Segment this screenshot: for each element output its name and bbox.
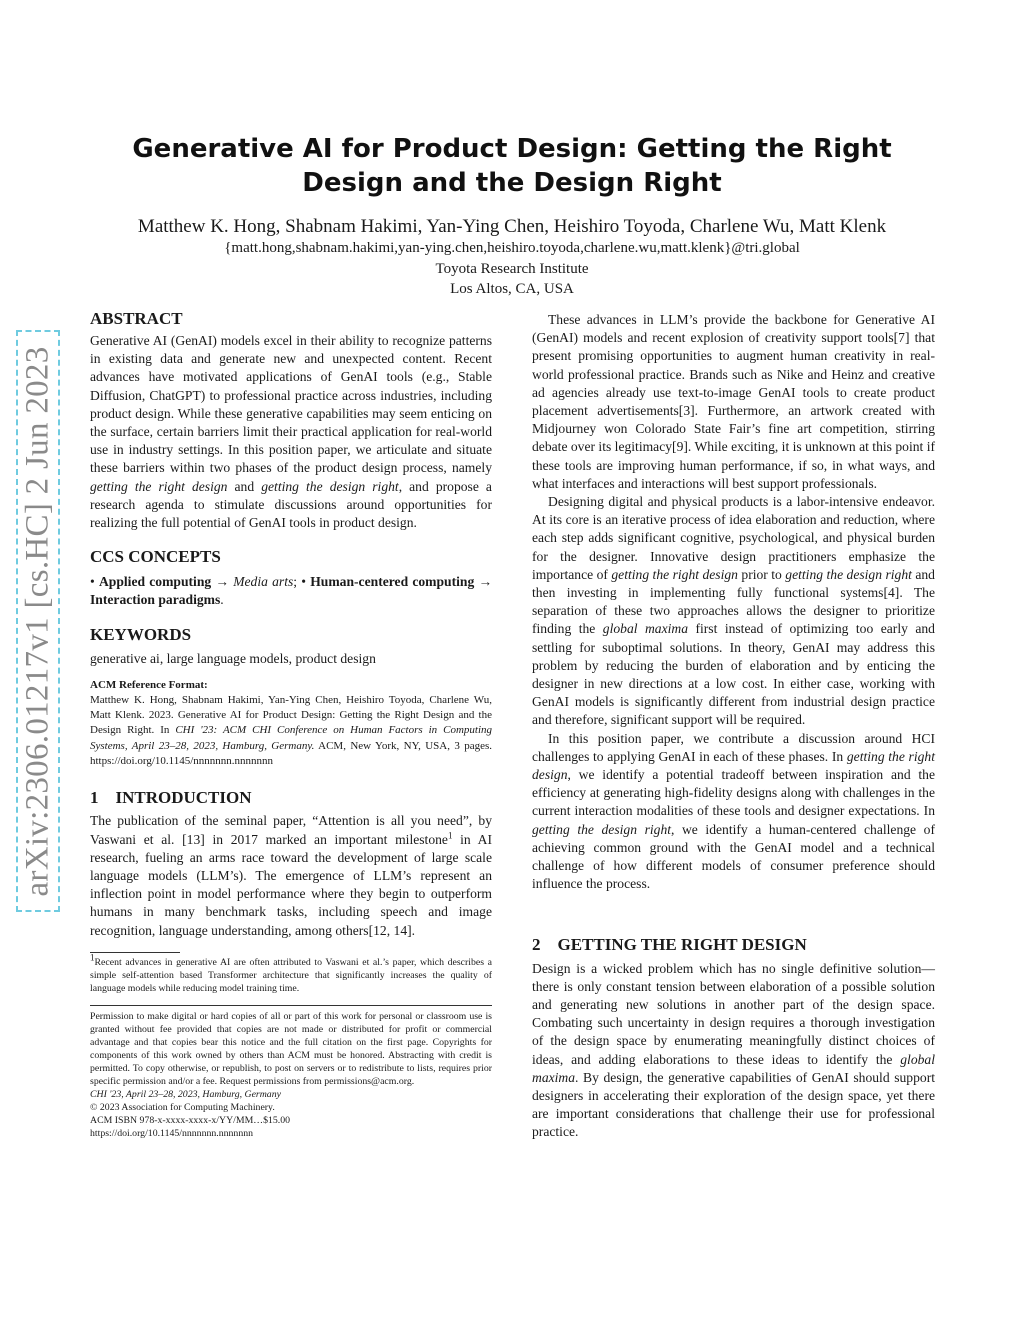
- doi-line: https://doi.org/10.1145/nnnnnnn.nnnnnnn: [90, 1127, 254, 1139]
- acm-reference-heading: ACM Reference Format:: [90, 678, 208, 691]
- keywords-heading: KEYWORDS: [90, 624, 192, 644]
- permission-notice: Permission to make digital or hard copies of all or part of this work for personal or classroom use is granted without fee provided that copies are not made or distributed for profit or commercial advantage and that copies bear this notice and the full citation on the first page. Copyrights for components of this work owned by others than ACM must be honored. Abstracting with credit is permitted. To copy otherwise, or republish, to post on servers or to redistribute to lists, requires prior specific permission and/or a fee. Request permissions from permissions@acm.org.: [90, 1010, 492, 1087]
- ccs-concepts: • Applied computing → Media arts; • Human-centered computing → Interaction paradigms.: [90, 574, 493, 608]
- copyright-line: © 2023 Association for Computing Machinery.: [90, 1101, 275, 1113]
- footnote-marker: 1: [447, 830, 453, 840]
- footnote: $^1$Recent advances in generative AI are often attributed to Vaswani et al.’s paper, which describes a simple self-attention based Transformer architecture that significantly increases the quality of language models while reducing model training time.: [90, 952, 492, 994]
- arxiv-stamp-text: arXiv:2306.01217v1 [cs.HC] 2 Jun 2023: [19, 345, 56, 897]
- paragraph-position: In this position paper, we contribute a discussion around HCI challenges to applying GenAI in each of these phases. In getting the right design, we identify a potential tradeoff between inspiration and the efficiency at generating high-fidelity designs along with challenges in the current interaction modalities of these tools and designer expectations. In getting the design right, we identify a human-centered challenge of achieving common ground with the GenAI model and a technical challenge of how different models of consumer preference should influence the process.: [532, 730, 935, 892]
- location: Los Altos, CA, USA: [450, 281, 574, 297]
- author-list: Matthew K. Hong, Shabnam Hakimi, Yan-Ying Chen, Heishiro Toyoda, Charlene Wu, Matt Klenk: [137, 216, 887, 237]
- introduction-heading: 1 INTRODUCTION: [90, 788, 252, 808]
- isbn-line: ACM ISBN 978-x-xxxx-xxxx-x/YY/MM…$15.00: [90, 1114, 291, 1126]
- author-emails: {matt.hong,shabnam.hakimi,yan-ying.chen,heishiro.toyoda,charlene.wu,matt.klenk}@tri.global: [224, 240, 800, 256]
- acm-reference-text: Matthew K. Hong, Shabnam Hakimi, Yan-Ying Chen, Heishiro Toyoda, Charlene Wu, Matt Klenk. 2023. Generative AI for Product Design: Getting the Right Design and the Design Right. In CHI '23: ACM CHI Conference on Human Factors in Computing Systems, April 23–28, 2023, Hamburg, Germany. ACM, New York, NY, USA, 3 pages. https://doi.org/10.1145/nnnnnnn.nnnnnnn: [90, 693, 493, 768]
- permission-divider: [90, 1005, 492, 1006]
- right-column: [532, 311, 935, 1142]
- paragraph-llm-advances: These advances in LLM’s provide the backbone for Generative AI (GenAI) models and recent explosion of creativity support tools[7] that present promising opportunities to augment human creativity in real-world professional practice. Brands such as Nike and Heinz and creative ad agencies already use text-to-image GenAI tools to create product placement advertisements[3]. Furthermore, an artwork created with Midjourney won Colorado State Fair’s fine art competition, stirring debate over its legitimacy[9]. While exciting, it is unknown at this point if these tools are improving human performance, if so, in what ways, and what interfaces and interactions will best support professionals.: [532, 312, 935, 491]
- section-2-heading: 2 GETTING THE RIGHT DESIGN: [532, 934, 807, 954]
- arxiv-stamp: [16, 330, 60, 912]
- paragraph-wicked-problem: Design is a wicked problem which has no single definitive solution—there is only constant tension between elaboration of a possible solution and generating new solutions in another part of the design space. Combating such uncertainty in design requires a thorough investigation of the design space by enumerating meaningfully distinct choices of ideas, and adding elaborations to these ideas to identify the global maxima. By design, the generative capabilities of GenAI should support designers in accelerating their exploration of the design space, yet there are important considerations that challenge their use for professional practice.: [532, 960, 935, 1140]
- paper-title: Generative AI for Product Design: Getting the Right Design and the Design Right: [132, 134, 892, 198]
- abstract-heading: ABSTRACT: [90, 309, 183, 328]
- ccs-heading: CCS CONCEPTS: [90, 547, 221, 567]
- left-column: [90, 308, 492, 1140]
- conference-line: CHI '23, April 23–28, 2023, Hamburg, Germany: [90, 1088, 281, 1100]
- abstract-text: Generative AI (GenAI) models excel in their ability to recognize patterns in existing data and generate new and unexpected content. Recent advances have motivated applications of GenAI tools (e.g., Stable Diffusion, ChatGPT) to professional practice across industries, including product design. While these generative capabilities may seem enticing on the surface, certain barriers limit their practical application for real-world use in industry settings. In this position paper, we articulate and situate these barriers within two phases of the product design process, namely getting the right design and getting the design right, and propose a research agenda to stimulate discussions around opportunities for realizing the full potential of GenAI tools in product design.: [90, 333, 492, 531]
- footnote-divider: [90, 952, 180, 953]
- introduction-text: The publication of the seminal paper, “Attention is all you need”, by Vaswani et al. [13] in 2017 marked an important milestone$^1$ in AI research, fueling an arms race toward the development of large scale language models (LLM’s). The emergence of LLM’s represent an inflection point in model performance where they begin to outperform humans in many benchmark tasks, including speech and image recognition, language understanding, among others[12, 14].: [90, 813, 493, 938]
- paragraph-product-design: Designing digital and physical products is a labor-intensive endeavor. At its core is an iterative process of idea elaboration and reduction, where each step adds significant cognitive, psychological, and physical burden for the designer. Innovative design practitioners emphasize the importance of getting the right design prior to getting the design right and then investing in implementing fully functional systems[4]. The separation of these two approaches allows the designer to prioritize finding the global maxima first instead of optimizing too early and settling for suboptimal solutions. In theory, GenAI may address this problem by reducing the burden of elaboration and by enticing the designer in new directions at a low cost. In either case, working with GenAI models is significantly different from industrial design practice and therefore, significant support will be required.: [532, 494, 935, 728]
- keywords-text: generative ai, large language models, product design: [90, 650, 376, 666]
- institution: Toyota Research Institute: [435, 261, 589, 277]
